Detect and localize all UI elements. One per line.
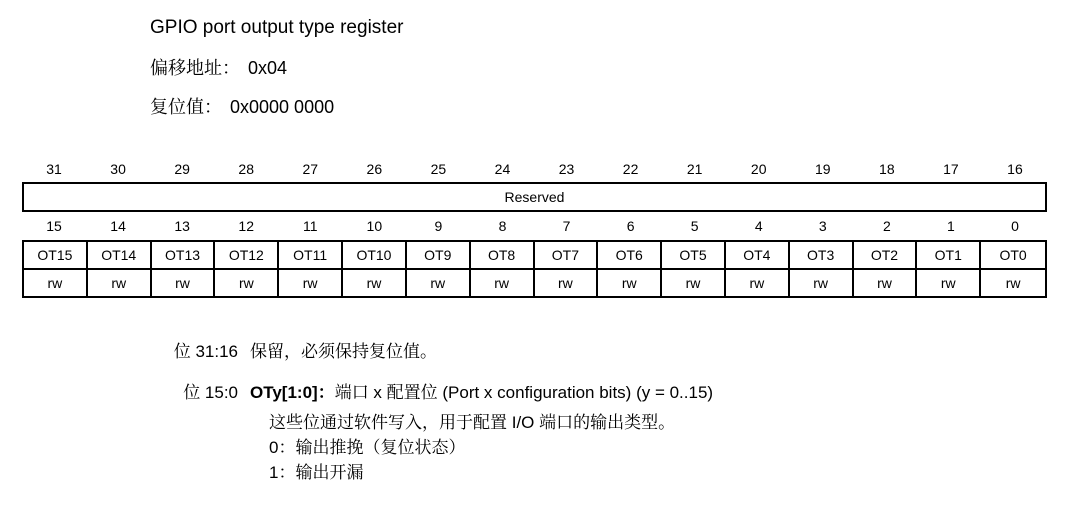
- bit-number-10: 10: [366, 218, 383, 234]
- bit-number-9: 9: [434, 218, 443, 234]
- field-cell-ot13: OT13: [152, 242, 216, 270]
- bits-range-label: 位 15:0: [183, 383, 238, 402]
- field-cell-ot15: OT15: [24, 242, 88, 270]
- desc-row-bits-15-0: [0, 381, 1085, 485]
- field-cell-ot12: OT12: [215, 242, 279, 270]
- bit-number-18: 18: [879, 161, 895, 177]
- bit-descriptions: [0, 340, 1085, 485]
- access-cell: rw: [662, 270, 726, 296]
- field-summary-text: 端口 x 配置位 (Port x configuration bits) (y = 0..15): [334, 383, 714, 402]
- field-cells-grid: [22, 240, 1047, 298]
- access-cell: rw: [917, 270, 981, 296]
- bit-number-1: 1: [947, 218, 955, 234]
- bit-numbers-row-low: [22, 212, 1047, 240]
- field-cell-ot5: OT5: [662, 242, 726, 270]
- desc-content: [250, 381, 713, 485]
- bit-number-12: 12: [238, 218, 254, 234]
- reset-value-label: 复位值：: [150, 97, 222, 117]
- reserved-field: [22, 182, 1047, 212]
- bit-number-14: 14: [110, 218, 126, 234]
- bit-number-19: 19: [814, 161, 831, 177]
- bit-number-21: 21: [686, 161, 703, 177]
- bit-number-15: 15: [46, 218, 62, 234]
- field-cell-ot0: OT0: [981, 242, 1045, 270]
- field-cell-ot10: OT10: [343, 242, 407, 270]
- field-name: OTy[1:0]：: [250, 383, 335, 402]
- detail-line: 0：输出推挽（复位状态）: [269, 438, 466, 457]
- detail-line: 1：输出开漏: [269, 463, 364, 482]
- access-cell: rw: [24, 270, 88, 296]
- access-cell: rw: [1005, 275, 1021, 291]
- access-cell: rw: [535, 270, 599, 296]
- bit-number-13: 13: [174, 218, 190, 234]
- bit-number-23: 23: [558, 161, 575, 177]
- bit-number-22: 22: [622, 161, 639, 177]
- access-cell: rw: [152, 270, 216, 296]
- bit-number-17: 17: [943, 161, 959, 177]
- bit-number-30: 30: [110, 161, 126, 177]
- bit-number-0: 0: [1011, 218, 1019, 234]
- field-cell-ot3: OT3: [790, 242, 854, 270]
- bit-number-4: 4: [754, 218, 763, 234]
- bit-number-24: 24: [494, 161, 511, 177]
- reset-value-value: 0x0000 0000: [230, 97, 335, 117]
- field-cell-ot4: OT4: [726, 242, 790, 270]
- bit-number-29: 29: [174, 161, 190, 177]
- access-cell: rw: [598, 270, 662, 296]
- bit-number-26: 26: [366, 161, 383, 177]
- bit-number-8: 8: [498, 218, 507, 234]
- field-cell-ot9: OT9: [407, 242, 471, 270]
- access-cell: rw: [279, 270, 343, 296]
- field-cell-ot11: OT11: [279, 242, 343, 270]
- access-cell: rw: [854, 270, 918, 296]
- bits-range-label: 位 31:16: [173, 342, 238, 361]
- field-cell-ot2: OT2: [854, 242, 918, 270]
- access-cell: rw: [471, 270, 535, 296]
- field-cell-ot6: OT6: [598, 242, 662, 270]
- field-summary-line: [250, 381, 713, 405]
- reserved-label: Reserved: [504, 189, 565, 205]
- bit-number-27: 27: [302, 161, 319, 177]
- bit-number-31: 31: [46, 161, 62, 177]
- access-cell: rw: [726, 270, 790, 296]
- register-bit-table: [22, 156, 1047, 298]
- access-cell: rw: [790, 270, 854, 296]
- field-details: [269, 410, 713, 485]
- detail-line: 这些位通过软件写入，用于配置 I/O 端口的输出类型。: [269, 413, 676, 432]
- bit-number-20: 20: [750, 161, 767, 177]
- bit-number-16: 16: [1007, 161, 1023, 177]
- bit-number-5: 5: [690, 218, 699, 234]
- desc-text: 保留，必须保持复位值。: [250, 342, 437, 361]
- access-cell: rw: [88, 270, 152, 296]
- bit-number-2: 2: [882, 218, 891, 234]
- bit-number-6: 6: [626, 218, 635, 234]
- bit-number-28: 28: [238, 161, 254, 177]
- field-cell-ot1: OT1: [917, 242, 981, 270]
- access-cell: rw: [343, 270, 407, 296]
- bit-number-3: 3: [818, 218, 827, 234]
- bit-number-7: 7: [562, 218, 571, 234]
- field-cell-ot7: OT7: [535, 242, 599, 270]
- bit-numbers-row-high: [22, 156, 1047, 182]
- offset-address-value: 0x04: [248, 58, 288, 78]
- offset-address-line: [150, 56, 287, 80]
- offset-address-label: 偏移地址：: [150, 58, 240, 78]
- bit-number-25: 25: [430, 161, 447, 177]
- bit-number-11: 11: [303, 218, 318, 234]
- access-cell: rw: [407, 270, 471, 296]
- access-cell: rw: [215, 270, 279, 296]
- field-cell-ot14: OT14: [88, 242, 152, 270]
- desc-row-bits-31-16: [0, 340, 1085, 364]
- reset-value-line: [150, 95, 334, 119]
- register-title: GPIO port output type register: [150, 17, 404, 38]
- field-cell-ot8: OT8: [471, 242, 535, 270]
